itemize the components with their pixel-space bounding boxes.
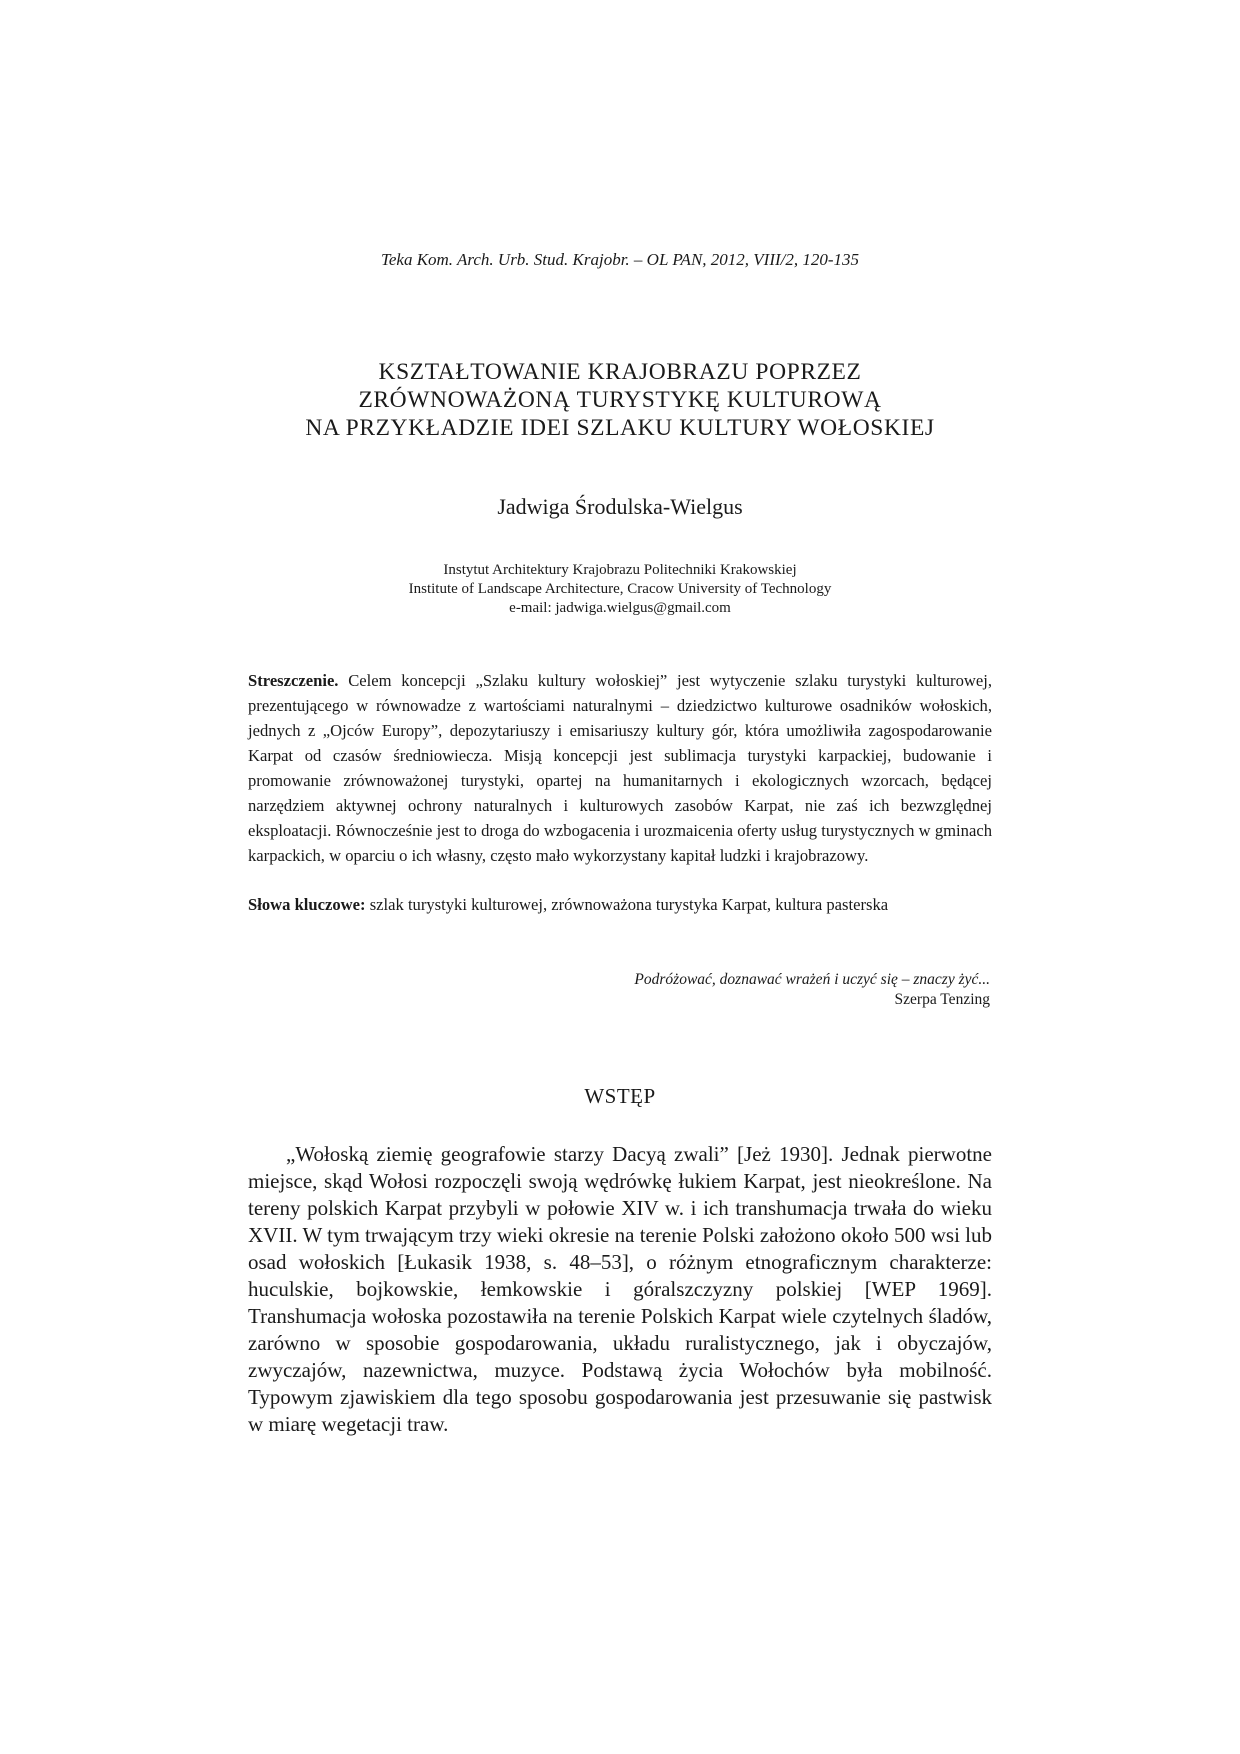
keywords-text: szlak turystyki kulturowej, zrównoważona turystyka Karpat, kultura pasterska [369,895,889,914]
epigraph-quote: Podróżować, doznawać wrażeń i uczyć się – znaczy żyć... [634,971,990,988]
affiliation-line-en: Institute of Landscape Architecture, Cracow University of Technology [408,581,832,597]
title-line: ZRÓWNOWAŻONĄ TURYSTYKĘ KULTUROWĄ [358,387,882,413]
affiliation-line-pl: Instytut Architektury Krajobrazu Politechniki Krakowskiej [443,562,797,578]
author-email: e-mail: jadwiga.wielgus@gmail.com [509,600,731,616]
journal-reference: Teka Kom. Arch. Urb. Stud. Krajobr. – OL PAN, 2012, VIII/2, 120-135 [380,250,860,269]
keywords [248,892,992,917]
article-title [200,358,1040,442]
abstract-label: Streszczenie. [248,671,339,690]
keywords-label: Słowa kluczowe: [248,895,366,914]
title-line: NA PRZYKŁADZIE IDEI SZLAKU KULTURY WOŁOSKIEJ [305,415,935,441]
abstract-text: Celem koncepcji „Szlaku kultury wołoskiej” jest wytyczenie szlaku turystyki kulturowej, prezentującego w równowadze z wartościami naturalnymi – dziedzictwo kulturowe osadników wołoskich, jednych z „Ojców Europy”, depozytariuszy i emisariuszy kultury gór, która umożliwiła zagospodarowanie Karpat od czasów średniowiecza. Misją koncepcji jest sublimacja turystyki karpackiej, budowanie i promowanie zrównoważonej turystyki, opartej na humanitarnych i ekologicznych wzorcach, będącej narzędziem aktywnej ochrony naturalnych i kulturowych zasobów Karpat, nie zaś ich bezwzględnej eksploatacji. Równocześnie jest to droga do wzbogacenia i urozmaicenia oferty usług turystycznych w gminach karpackich, w oparciu o ich własny, często mało wykorzystany kapitał ludzki i krajobrazowy. [248,671,992,865]
abstract [248,668,992,868]
body-paragraph: „Wołoską ziemię geografowie starzy Dacyą zwali” [Jeż 1930]. Jednak pierwotne miejsce, skąd Wołosi rozpoczęli swoją wędrówkę łukiem Karpat, jest nieokreślone. Na tereny polskich Karpat przybyli w połowie XIV w. i ich transhumacja trwała do wieku XVII. W tym trwającym trzy wieki okresie na terenie Polski założono około 500 wsi lub osad wołoskich [Łukasik 1938, s. 48–53], o różnym etnograficznym charakterze: huculskie, bojkowskie, łemkowskie i góralszczyzny polskiej [WEP 1969]. Transhumacja wołoska pozostawiła na terenie Polskich Karpat wiele czytelnych śladów, zarówno w sposobie gospodarowania, układu ruralistycznego, jak i obyczajów, zwyczajów, nazewnictwa, muzyce. Podstawą życia Wołochów była mobilność. Typowym zjawiskiem dla tego sposobu gospodarowania jest przesuwanie się pastwisk w miarę wegetacji traw. [248,1142,992,1436]
section-heading: WSTĘP [584,1084,656,1108]
epigraph-source: Szerpa Tenzing [894,991,990,1008]
author-affiliation [0,561,1240,618]
author-name: Jadwiga Środulska-Wielgus [497,494,743,519]
epigraph [634,970,990,1010]
title-line: KSZTAŁTOWANIE KRAJOBRAZU POPRZEZ [378,359,862,385]
